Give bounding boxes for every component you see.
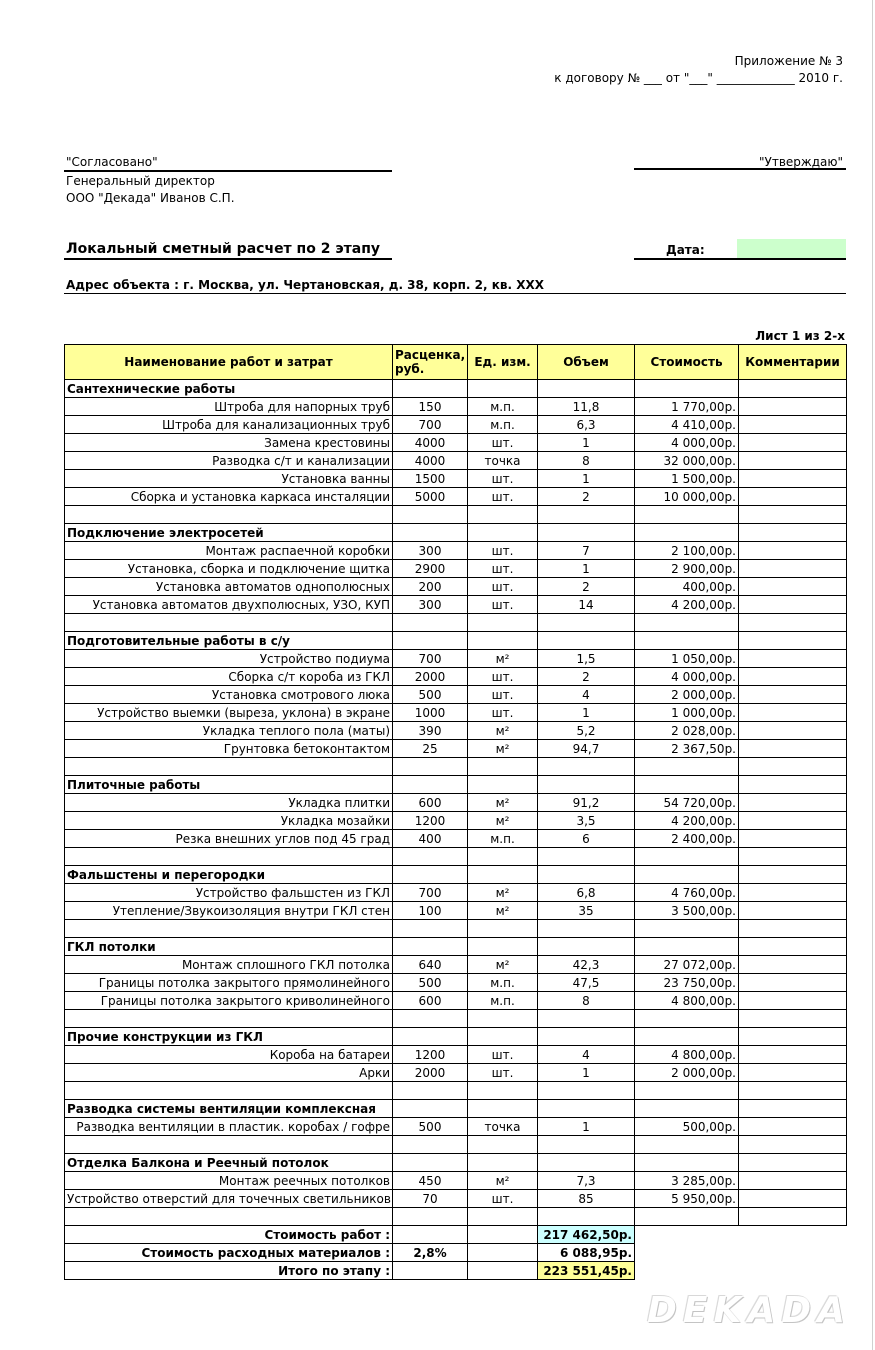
cell-name: Укладка теплого пола (маты) bbox=[65, 722, 393, 740]
cell-rate: 390 bbox=[393, 722, 468, 740]
cell-name: Устройство подиума bbox=[65, 650, 393, 668]
works-total-row bbox=[65, 1226, 847, 1244]
cell-unit: шт. bbox=[468, 596, 538, 614]
table-header-row bbox=[65, 345, 847, 380]
section-title: Плиточные работы bbox=[65, 776, 393, 794]
cell-name: Сборка и установка каркаса инсталяции bbox=[65, 488, 393, 506]
cell-cost: 4 760,00р. bbox=[635, 884, 739, 902]
cell-rate: 100 bbox=[393, 902, 468, 920]
approve-label: "Утверждаю" bbox=[759, 155, 843, 169]
cell-comment bbox=[739, 812, 847, 830]
cell-comment bbox=[739, 1064, 847, 1082]
table-row bbox=[65, 434, 847, 452]
dekada-watermark: DEKADA bbox=[647, 1290, 851, 1331]
cell-unit: м² bbox=[468, 1172, 538, 1190]
cell-volume: 2 bbox=[538, 488, 635, 506]
cell-cost: 2 000,00р. bbox=[635, 686, 739, 704]
cell-name: Замена крестовины bbox=[65, 434, 393, 452]
table-row bbox=[65, 956, 847, 974]
cell-comment bbox=[739, 560, 847, 578]
cell-rate: 200 bbox=[393, 578, 468, 596]
cell-comment bbox=[739, 578, 847, 596]
section-title: Отделка Балкона и Реечный потолок bbox=[65, 1154, 393, 1172]
cell-cost: 1 500,00р. bbox=[635, 470, 739, 488]
cell-unit: шт. bbox=[468, 686, 538, 704]
cell-rate: 700 bbox=[393, 884, 468, 902]
cell-unit: шт. bbox=[468, 470, 538, 488]
estimate-table bbox=[64, 344, 847, 1280]
materials-total-row bbox=[65, 1244, 847, 1262]
works-total-value: 217 462,50р. bbox=[538, 1226, 635, 1244]
cell-rate: 2900 bbox=[393, 560, 468, 578]
cell-name: Резка внешних углов под 45 град bbox=[65, 830, 393, 848]
column-header-cost: Стоимость bbox=[635, 345, 739, 380]
cell-comment bbox=[739, 1190, 847, 1208]
section-row bbox=[65, 632, 847, 650]
cell-cost: 4 800,00р. bbox=[635, 992, 739, 1010]
section-row bbox=[65, 524, 847, 542]
cell-rate: 4000 bbox=[393, 452, 468, 470]
cell-unit: м² bbox=[468, 740, 538, 758]
cell-comment bbox=[739, 830, 847, 848]
cell-cost: 4 000,00р. bbox=[635, 434, 739, 452]
cell-cost: 2 900,00р. bbox=[635, 560, 739, 578]
contract-reference: к договору № ___ от "___" _____________ 2010 г. bbox=[554, 71, 843, 85]
table-row bbox=[65, 668, 847, 686]
director-title: Генеральный директор bbox=[66, 174, 215, 188]
cell-comment bbox=[739, 704, 847, 722]
cell-name: Установка, сборка и подключение щитка bbox=[65, 560, 393, 578]
column-header-volume: Объем bbox=[538, 345, 635, 380]
cell-cost: 32 000,00р. bbox=[635, 452, 739, 470]
cell-volume: 1 bbox=[538, 560, 635, 578]
works-total-label: Стоимость работ : bbox=[65, 1226, 393, 1244]
cell-unit: точка bbox=[468, 1118, 538, 1136]
cell-cost: 1 770,00р. bbox=[635, 398, 739, 416]
cell-cost: 10 000,00р. bbox=[635, 488, 739, 506]
cell-volume: 7 bbox=[538, 542, 635, 560]
cell-name: Сборка с/т короба из ГКЛ bbox=[65, 668, 393, 686]
cell-cost: 23 750,00р. bbox=[635, 974, 739, 992]
cell-cost: 400,00р. bbox=[635, 578, 739, 596]
cell-volume: 1,5 bbox=[538, 650, 635, 668]
cell-name: Границы потолка закрытого прямолинейного bbox=[65, 974, 393, 992]
table-row bbox=[65, 794, 847, 812]
cell-rate: 700 bbox=[393, 416, 468, 434]
appendix-label: Приложение № 3 bbox=[734, 54, 843, 68]
cell-cost: 2 000,00р. bbox=[635, 1064, 739, 1082]
cell-rate: 25 bbox=[393, 740, 468, 758]
table-row bbox=[65, 596, 847, 614]
section-row bbox=[65, 866, 847, 884]
cell-name: Штроба для канализационных труб bbox=[65, 416, 393, 434]
cell-cost: 3 500,00р. bbox=[635, 902, 739, 920]
cell-rate: 450 bbox=[393, 1172, 468, 1190]
cell-comment bbox=[739, 956, 847, 974]
table-row bbox=[65, 470, 847, 488]
cell-volume: 1 bbox=[538, 470, 635, 488]
cell-cost: 4 200,00р. bbox=[635, 596, 739, 614]
column-header-rate: Расценка, руб. bbox=[393, 345, 468, 380]
cell-comment bbox=[739, 398, 847, 416]
cell-comment bbox=[739, 722, 847, 740]
cell-rate: 640 bbox=[393, 956, 468, 974]
cell-comment bbox=[739, 434, 847, 452]
cell-unit: м.п. bbox=[468, 992, 538, 1010]
cell-name: Границы потолка закрытого криволинейного bbox=[65, 992, 393, 1010]
cell-volume: 47,5 bbox=[538, 974, 635, 992]
cell-unit: м² bbox=[468, 794, 538, 812]
table-row bbox=[65, 902, 847, 920]
date-field[interactable] bbox=[737, 239, 846, 258]
section-title: ГКЛ потолки bbox=[65, 938, 393, 956]
cell-unit: м² bbox=[468, 956, 538, 974]
cell-comment bbox=[739, 1046, 847, 1064]
table-row bbox=[65, 830, 847, 848]
cell-unit: шт. bbox=[468, 488, 538, 506]
cell-cost: 500,00р. bbox=[635, 1118, 739, 1136]
cell-volume: 8 bbox=[538, 452, 635, 470]
table-row bbox=[65, 578, 847, 596]
materials-total-value: 6 088,95р. bbox=[538, 1244, 635, 1262]
date-label: Дата: bbox=[666, 243, 705, 257]
cell-rate: 500 bbox=[393, 974, 468, 992]
cell-name: Короба на батареи bbox=[65, 1046, 393, 1064]
cell-rate: 1000 bbox=[393, 704, 468, 722]
cell-unit: м² bbox=[468, 884, 538, 902]
cell-unit: шт. bbox=[468, 1190, 538, 1208]
table-row bbox=[65, 884, 847, 902]
blank-row bbox=[65, 848, 847, 866]
cell-unit: м.п. bbox=[468, 416, 538, 434]
blank-row bbox=[65, 920, 847, 938]
cell-rate: 70 bbox=[393, 1190, 468, 1208]
cell-name: Установка автоматов однополюсных bbox=[65, 578, 393, 596]
cell-cost: 54 720,00р. bbox=[635, 794, 739, 812]
cell-rate: 500 bbox=[393, 686, 468, 704]
page-edge bbox=[872, 0, 873, 1350]
section-title: Сантехнические работы bbox=[65, 380, 393, 398]
cell-rate: 1200 bbox=[393, 1046, 468, 1064]
cell-volume: 3,5 bbox=[538, 812, 635, 830]
cell-comment bbox=[739, 650, 847, 668]
totals-block bbox=[65, 1226, 847, 1280]
cell-rate: 2000 bbox=[393, 668, 468, 686]
cell-volume: 42,3 bbox=[538, 956, 635, 974]
cell-comment bbox=[739, 794, 847, 812]
table-row bbox=[65, 1190, 847, 1208]
cell-name: Монтаж реечных потолков bbox=[65, 1172, 393, 1190]
table-row bbox=[65, 650, 847, 668]
cell-volume: 6,3 bbox=[538, 416, 635, 434]
cell-volume: 2 bbox=[538, 668, 635, 686]
cell-unit: шт. bbox=[468, 578, 538, 596]
cell-cost: 4 410,00р. bbox=[635, 416, 739, 434]
cell-unit: м.п. bbox=[468, 398, 538, 416]
cell-cost: 1 050,00р. bbox=[635, 650, 739, 668]
table-row bbox=[65, 542, 847, 560]
table-row bbox=[65, 812, 847, 830]
cell-unit: точка bbox=[468, 452, 538, 470]
cell-rate: 700 bbox=[393, 650, 468, 668]
materials-total-label: Стоимость расходных материалов : bbox=[65, 1244, 393, 1262]
section-title: Разводка системы вентиляции комплексная bbox=[65, 1100, 393, 1118]
section-row bbox=[65, 938, 847, 956]
cell-volume: 6,8 bbox=[538, 884, 635, 902]
cell-volume: 1 bbox=[538, 434, 635, 452]
table-row bbox=[65, 1064, 847, 1082]
cell-unit: м² bbox=[468, 722, 538, 740]
section-row bbox=[65, 1154, 847, 1172]
cell-cost: 2 028,00р. bbox=[635, 722, 739, 740]
cell-cost: 1 000,00р. bbox=[635, 704, 739, 722]
table-row bbox=[65, 398, 847, 416]
cell-volume: 11,8 bbox=[538, 398, 635, 416]
table-row bbox=[65, 722, 847, 740]
cell-rate: 600 bbox=[393, 794, 468, 812]
title-underline bbox=[64, 258, 392, 260]
column-header-name: Наименование работ и затрат bbox=[65, 345, 393, 380]
cell-rate: 1200 bbox=[393, 812, 468, 830]
table-row bbox=[65, 1046, 847, 1064]
cell-comment bbox=[739, 884, 847, 902]
cell-volume: 6 bbox=[538, 830, 635, 848]
column-header-unit: Ед. изм. bbox=[468, 345, 538, 380]
blank-row bbox=[65, 1208, 847, 1226]
cell-name: Арки bbox=[65, 1064, 393, 1082]
cell-volume: 4 bbox=[538, 686, 635, 704]
cell-name: Установка ванны bbox=[65, 470, 393, 488]
stage-total-label: Итого по этапу : bbox=[65, 1262, 393, 1280]
cell-unit: шт. bbox=[468, 434, 538, 452]
cell-comment bbox=[739, 416, 847, 434]
cell-volume: 2 bbox=[538, 578, 635, 596]
cell-volume: 94,7 bbox=[538, 740, 635, 758]
cell-rate: 5000 bbox=[393, 488, 468, 506]
cell-cost: 4 000,00р. bbox=[635, 668, 739, 686]
cell-cost: 2 367,50р. bbox=[635, 740, 739, 758]
cell-rate: 500 bbox=[393, 1118, 468, 1136]
cell-unit: м.п. bbox=[468, 974, 538, 992]
cell-volume: 8 bbox=[538, 992, 635, 1010]
table-row bbox=[65, 740, 847, 758]
cell-unit: шт. bbox=[468, 1046, 538, 1064]
table-row bbox=[65, 974, 847, 992]
section-title: Подключение электросетей bbox=[65, 524, 393, 542]
director-name: ООО "Декада" Иванов С.П. bbox=[66, 191, 235, 205]
cell-cost: 2 400,00р. bbox=[635, 830, 739, 848]
table-row bbox=[65, 1118, 847, 1136]
cell-name: Устройство фальшстен из ГКЛ bbox=[65, 884, 393, 902]
cell-volume: 1 bbox=[538, 704, 635, 722]
cell-comment bbox=[739, 974, 847, 992]
blank-row bbox=[65, 1082, 847, 1100]
cell-name: Штроба для напорных труб bbox=[65, 398, 393, 416]
cell-unit: шт. bbox=[468, 542, 538, 560]
cell-volume: 85 bbox=[538, 1190, 635, 1208]
section-title: Подготовительные работы в с/у bbox=[65, 632, 393, 650]
cell-cost: 27 072,00р. bbox=[635, 956, 739, 974]
cell-unit: м² bbox=[468, 902, 538, 920]
cell-name: Установка автоматов двухполюсных, УЗО, КУП bbox=[65, 596, 393, 614]
cell-comment bbox=[739, 1118, 847, 1136]
cell-comment bbox=[739, 668, 847, 686]
cell-name: Установка смотрового люка bbox=[65, 686, 393, 704]
cell-name: Монтаж распаечной коробки bbox=[65, 542, 393, 560]
cell-comment bbox=[739, 992, 847, 1010]
cell-cost: 4 800,00р. bbox=[635, 1046, 739, 1064]
cell-volume: 35 bbox=[538, 902, 635, 920]
cell-rate: 400 bbox=[393, 830, 468, 848]
cell-comment bbox=[739, 1172, 847, 1190]
table-row bbox=[65, 452, 847, 470]
cell-unit: м.п. bbox=[468, 830, 538, 848]
agreed-label: "Согласовано" bbox=[66, 155, 158, 169]
object-address: Адрес объекта : г. Москва, ул. Чертановская, д. 38, корп. 2, кв. ХХХ bbox=[66, 278, 544, 292]
document-title: Локальный сметный расчет по 2 этапу bbox=[66, 241, 380, 257]
cell-name: Утепление/Звукоизоляция внутри ГКЛ стен bbox=[65, 902, 393, 920]
cell-unit: м² bbox=[468, 650, 538, 668]
cell-comment bbox=[739, 542, 847, 560]
table-row bbox=[65, 488, 847, 506]
cell-comment bbox=[739, 488, 847, 506]
cell-unit: шт. bbox=[468, 668, 538, 686]
cell-cost: 4 200,00р. bbox=[635, 812, 739, 830]
cell-name: Укладка плитки bbox=[65, 794, 393, 812]
column-header-comments: Комментарии bbox=[739, 345, 847, 380]
section-row bbox=[65, 1100, 847, 1118]
cell-cost: 2 100,00р. bbox=[635, 542, 739, 560]
cell-name: Монтаж сплошного ГКЛ потолка bbox=[65, 956, 393, 974]
stage-total-value: 223 551,45р. bbox=[538, 1262, 635, 1280]
cell-name: Устройство отверстий для точечных светильников bbox=[65, 1190, 393, 1208]
section-title: Прочие конструкции из ГКЛ bbox=[65, 1028, 393, 1046]
cell-comment bbox=[739, 902, 847, 920]
cell-rate: 1500 bbox=[393, 470, 468, 488]
table-row bbox=[65, 686, 847, 704]
blank-row bbox=[65, 614, 847, 632]
cell-unit: шт. bbox=[468, 704, 538, 722]
cell-rate: 4000 bbox=[393, 434, 468, 452]
cell-comment bbox=[739, 452, 847, 470]
stage-total-row bbox=[65, 1262, 847, 1280]
blank-row bbox=[65, 1010, 847, 1028]
cell-comment bbox=[739, 740, 847, 758]
table-row bbox=[65, 560, 847, 578]
cell-name: Грунтовка бетоконтактом bbox=[65, 740, 393, 758]
cell-volume: 14 bbox=[538, 596, 635, 614]
section-title: Фальшстены и перегородки bbox=[65, 866, 393, 884]
blank-row bbox=[65, 1136, 847, 1154]
cell-rate: 150 bbox=[393, 398, 468, 416]
cell-volume: 4 bbox=[538, 1046, 635, 1064]
cell-unit: шт. bbox=[468, 560, 538, 578]
cell-comment bbox=[739, 596, 847, 614]
cell-rate: 2000 bbox=[393, 1064, 468, 1082]
table-body bbox=[65, 380, 847, 1226]
section-row bbox=[65, 776, 847, 794]
cell-name: Разводка вентиляции в пластик. коробах / гофре bbox=[65, 1118, 393, 1136]
blank-row bbox=[65, 758, 847, 776]
table-row bbox=[65, 992, 847, 1010]
cell-name: Устройство выемки (выреза, уклона) в экране bbox=[65, 704, 393, 722]
date-underline bbox=[634, 258, 846, 260]
cell-name: Укладка мозайки bbox=[65, 812, 393, 830]
cell-name: Разводка с/т и канализации bbox=[65, 452, 393, 470]
cell-unit: шт. bbox=[468, 1064, 538, 1082]
cell-volume: 91,2 bbox=[538, 794, 635, 812]
cell-rate: 300 bbox=[393, 542, 468, 560]
materials-percent: 2,8% bbox=[393, 1244, 468, 1262]
cell-comment bbox=[739, 470, 847, 488]
blank-row bbox=[65, 506, 847, 524]
cell-cost: 5 950,00р. bbox=[635, 1190, 739, 1208]
table-row bbox=[65, 704, 847, 722]
section-row bbox=[65, 380, 847, 398]
cell-rate: 300 bbox=[393, 596, 468, 614]
cell-cost: 3 285,00р. bbox=[635, 1172, 739, 1190]
cell-comment bbox=[739, 686, 847, 704]
cell-volume: 1 bbox=[538, 1118, 635, 1136]
cell-rate: 600 bbox=[393, 992, 468, 1010]
cell-volume: 5,2 bbox=[538, 722, 635, 740]
table-row bbox=[65, 1172, 847, 1190]
table-row bbox=[65, 416, 847, 434]
sheet-number: Лист 1 из 2-х bbox=[755, 329, 845, 343]
agreed-signature-line bbox=[64, 170, 392, 172]
cell-volume: 1 bbox=[538, 1064, 635, 1082]
address-underline bbox=[64, 293, 846, 294]
cell-unit: м² bbox=[468, 812, 538, 830]
cell-volume: 7,3 bbox=[538, 1172, 635, 1190]
section-row bbox=[65, 1028, 847, 1046]
